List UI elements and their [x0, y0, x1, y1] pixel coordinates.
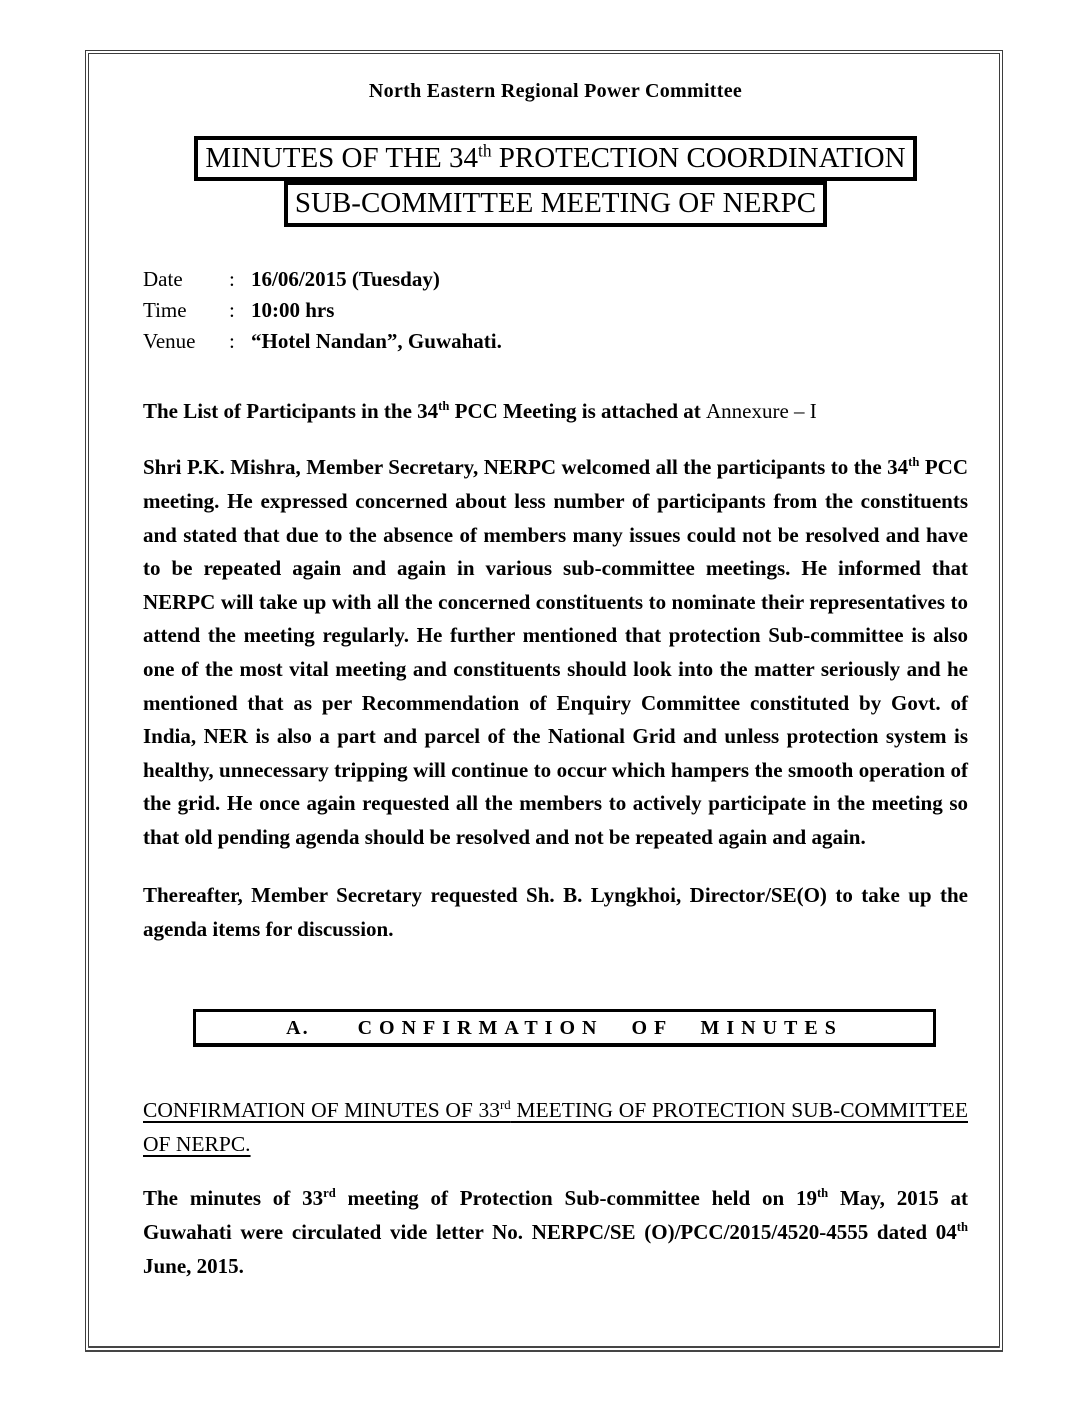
welcome-paragraph: Shri P.K. Mishra, Member Secretary, NERPC welcomed all the participants to the 34th PCC meeting. He expressed concerned about less number of participants from the constituents and stated that due to the absence of members many issues could not be resolved and have to be repeated again and again in various sub-committee meetings. He informed that NERPC will take up with all the concerned constituents to nominate their representatives to attend the meeting regularly. He further mentioned that protection Sub-committee is also one of the most vital meeting and constituents should look into the matter seriously and he mentioned that as per Recommendation of Enquiry Committee constituted by Govt. of India, NER is also a part and parcel of the National Grid and unless protection system is healthy, unnecessary tripping will continue to occur which hampers the smooth operation of the grid. He once again requested all the members to actively participate in the meeting so that old pending agenda should be resolved and not be repeated again and again. — [143, 455, 968, 849]
thereafter-paragraph: Thereafter, Member Secretary requested Sh. B. Lyngkhoi, Director/SE(O) to take up the agenda items for discussion. — [143, 883, 968, 942]
meeting-meta — [143, 264, 968, 357]
meta-value-date: 16/06/2015 (Tuesday) — [251, 266, 440, 291]
page-content — [89, 54, 999, 1283]
meta-colon: : — [229, 266, 235, 291]
meta-label-date: Date — [143, 266, 183, 291]
doc-title-row-1 — [143, 136, 968, 181]
meta-row-date — [143, 264, 968, 295]
meta-value-time: 10:00 hrs — [251, 297, 335, 322]
doc-title-line-1: MINUTES OF THE 34th PROTECTION COORDINATION — [194, 136, 916, 181]
minutes-paragraph: The minutes of 33rd meeting of Protection Sub-committee held on 19th May, 2015 at Guwahati were circulated vide letter No. NERPC/SE (O)/PCC/2015/4520-4555 dated 04th June, 2015. — [143, 1186, 968, 1278]
meta-label-time: Time — [143, 297, 187, 322]
meta-label-venue: Venue — [143, 328, 196, 353]
doc-title-line-2: SUB-COMMITTEE MEETING OF NERPC — [284, 181, 827, 226]
meta-row-time — [143, 295, 968, 326]
page-sheet — [85, 50, 1003, 1352]
section-a-title: CONFIRMATION OF MINUTES — [357, 1016, 843, 1039]
meta-row-venue — [143, 326, 968, 357]
confirmation-heading: CONFIRMATION OF MINUTES OF 33rd MEETING OF PROTECTION SUB-COMMITTEE OF NERPC. — [143, 1097, 968, 1157]
org-name: North Eastern Regional Power Committee — [368, 80, 743, 102]
meta-value-venue: “Hotel Nandan”, Guwahati. — [251, 328, 502, 353]
section-a-label: A. — [286, 1016, 310, 1039]
section-a-heading-box — [193, 1009, 936, 1047]
doc-title-row-2 — [143, 181, 968, 226]
meta-colon: : — [229, 297, 235, 322]
doc-title — [143, 136, 968, 227]
meta-colon: : — [229, 328, 235, 353]
participants-note: The List of Participants in the 34th PCC Meeting is attached at Annexure – I — [143, 398, 817, 423]
